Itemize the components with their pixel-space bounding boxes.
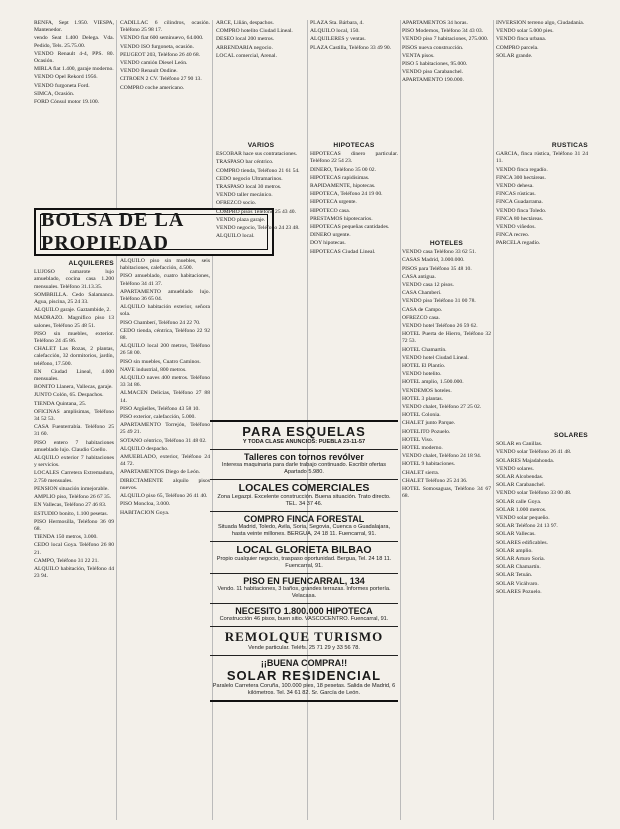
classified-ad: JUNTO Colón, 65. Despachos. [34, 392, 104, 399]
classified-ad: HOTEL moderno. [402, 445, 443, 452]
classified-ad: HOTEL Somosaguas, Teléfono 34 67 68. [402, 486, 491, 500]
classified-ad: PISO exterior, calefacción, 5.000. [120, 414, 196, 421]
classified-ad: SOLARES Majadahonda. [496, 457, 555, 464]
classified-ad: MIRLA fiat 1.400, garaje moderno. [34, 66, 114, 73]
classified-ad: VENDO piso Teléfono 31 00 78. [402, 298, 476, 305]
classified-ad: TIENDA 150 metros, 3.000. [34, 534, 98, 541]
classified-ad: CAMPO, Teléfono 31 22 21. [34, 557, 99, 564]
hipotecas-list [310, 151, 398, 256]
ad-glorieta [210, 542, 398, 574]
classified-ad: VENDO negocio, Teléfono 24 23 48. [216, 225, 300, 232]
classified-ad: VENDO plaza garaje. [216, 216, 266, 223]
ad-remolque [210, 627, 398, 656]
classified-ad: CASA Chamberí. [402, 290, 442, 297]
classified-ad: CEDO tienda, céntrica, Teléfono 22 92 88. [120, 327, 210, 342]
classified-ad: HOTEL El Plantío. [402, 363, 446, 370]
classified-ad: VENDO fiat 600 seminuevo, 64.000. [120, 35, 204, 42]
classified-ad: PISO amueblado, cuatro habitaciones, Teléfono 34 41 37. [120, 273, 210, 287]
classified-ad: HIPOTECA, Teléfono 24 19 00. [310, 191, 383, 198]
classified-ad: VENDO hotelito. [402, 371, 442, 378]
classified-ad: VENDO chalet, Teléfono 24 18 94. [402, 453, 482, 460]
classified-ad: COMPRO parcela. [496, 44, 539, 51]
ad-title: NECESITO 1.800.000 HIPOTECA [235, 606, 373, 616]
column-5-top [402, 20, 491, 235]
classified-ad: GARCIA, finca rústica, Teléfono 31 24 11. [496, 151, 588, 165]
classified-ad: PISO Moncloa, 3.000. [120, 501, 171, 508]
ad-title: LOCAL GLORIETA BILBAO [236, 544, 372, 556]
ad-kicker: ¡¡BUENA COMPRA!! [260, 658, 348, 668]
classified-ad: ALQUILO local 200 metros, Teléfono 26 58 00. [120, 343, 210, 357]
ad-text: Construcción 46 pisos, buen sitio. VASCOCENTRO. Fuencarral, 91. [219, 616, 389, 622]
classified-ad: HIPOTECAS dinero particular. Teléfono 22 54 23. [310, 151, 398, 165]
classified-ad: HOTEL 9 habitaciones. [402, 461, 456, 468]
ad-title: LOCALES COMERCIALES [238, 482, 370, 494]
classified-ad: ARCE, Liñán, despachos. [216, 20, 274, 26]
classified-ad: DOY hipotecas. [310, 240, 346, 247]
classified-ad: VENDO Opel Rekord 1956. [34, 74, 98, 81]
classified-ad: MADRAZO. Magnífico piso 13 salones, Teléfono 25 48 51. [34, 315, 114, 329]
classified-ad: HOTELITO Pozuelo. [402, 428, 451, 435]
classified-ad: VENTA pisos. [402, 52, 435, 59]
classified-ad: HABITACION Goya. [120, 509, 170, 516]
classified-ad: OFREZCO casa. [402, 314, 440, 321]
classified-ad: FINCA recreo. [496, 232, 530, 239]
column-rule [493, 20, 494, 820]
classified-ad: VENDO hotel Ciudad Lineal. [402, 354, 469, 361]
classified-ad: EN Ciudad Lineal, 4.000 mensuales. [34, 368, 114, 383]
classified-ad: ALQUILO local, 150. [310, 28, 360, 35]
classified-ad: HOTEL Chamartín. [402, 346, 447, 353]
column-3-varios [216, 140, 306, 415]
classified-ad: HOTEL 3 plantas. [402, 395, 443, 402]
classified-ad: OFREZCO socio. [216, 200, 257, 207]
classified-ad: PISO Chamberí, Teléfono 24 22 70. [120, 319, 201, 326]
classified-ad: INVERSION terreno algo, Ciudadanía. [496, 20, 585, 26]
classified-ad: HOTEL Viso. [402, 436, 434, 443]
column-3-top [216, 20, 306, 140]
column-2-top [120, 20, 210, 205]
classified-ad: LUJOSO camarote lujo amueblado, cocina casa 1.200 mensuales. Teléfono 31.13.35. [34, 269, 114, 290]
classified-ad: SOLARES Pozuelo. [496, 588, 542, 595]
ad-title: Talleres con tornos revólver [244, 452, 364, 462]
classified-ad: SOLAR grande. [496, 52, 533, 59]
classified-ad: RAPIDAMENTE, hipotecas. [310, 183, 376, 190]
classified-ad: VENDO finca urbana. [496, 36, 547, 43]
classified-ad: PISOS nueva construcción. [402, 44, 464, 51]
ad-title: COMPRO FINCA FORESTAL [243, 514, 365, 524]
classified-ad: APARTAMENTO Torrejón, Teléfono 25 49 21. [120, 422, 210, 436]
classified-ad: ESCOBAR hace sus contrataciones. [216, 151, 298, 158]
ad-title: SOLAR RESIDENCIAL [226, 668, 382, 683]
classified-ad: CHALET Las Rozas, 2 plantas, calefacción, 32 dormitorios, jardín, teléfono, 17.500. [34, 346, 114, 367]
classified-ad: SOLAR amplio. [496, 547, 533, 554]
column-1-top [34, 20, 114, 205]
classified-ad: HOTEL Puerta de Hierro, Teléfono 32 72 53. [402, 331, 491, 345]
classified-ad: PISO Hermosilla, Teléfono 36 09 68. [34, 518, 114, 532]
classified-ad: ALQUILO garaje. Gaztambide, 2. [34, 307, 111, 314]
classified-ad: CASA antigua. [402, 273, 436, 280]
classified-ad: VENDO solares. [496, 465, 534, 472]
classified-ad: VENDO furgoneta Ford. [34, 82, 90, 89]
classified-ad: PISO 5 habitaciones, 95.000. [402, 61, 468, 68]
classified-ad: SOLAR en Canillas. [496, 441, 543, 448]
classified-ad: CASA Fuenterrabía. Teléfono 25 31 60. [34, 424, 114, 438]
ad-hipoteca [210, 604, 398, 627]
classified-ad: COMPRO hotelito Ciudad Lineal. [216, 28, 293, 35]
solares-list [496, 441, 588, 596]
classified-ad: HOTEL Colonia. [402, 412, 441, 419]
classified-ad: PARCELA regadío. [496, 240, 541, 247]
section-alquileres: ALQUILERES [68, 260, 114, 267]
classified-ad: PISO entero 7 habitaciones amueblado lujo. Claudio Coello. [34, 439, 114, 453]
banner-title: BOLSA DE LA PROPIEDAD [40, 214, 268, 250]
classified-ad: VENDO solar pequeño. [496, 515, 550, 522]
classified-ad: COMPRO tienda, Teléfono 21 61 54. [216, 167, 300, 174]
classified-ad: ALQUILO exterior 7 habitaciones y servicios. [34, 455, 114, 469]
ad-text: Situada Madrid, Toledo, Avila, Soria, Segovia, Cuenca o Guadalajara, hasta veinte millones. BERGUA, 24 18 11. Fuencarral, 91. [217, 524, 391, 537]
classified-ad: CHALET junto Parque. [402, 420, 456, 427]
classified-ad: PISO Argüelles, Teléfono 43 58 10. [120, 405, 200, 412]
classified-ad: FORD Cónsul motor 19.100. [34, 99, 100, 106]
classified-ad: FINCA 80 hectáreas. [496, 215, 544, 222]
ad-fuencarral [210, 574, 398, 604]
column-rule [400, 20, 401, 820]
classified-ad: APARTAMENTOS 34 horas. [402, 20, 468, 26]
classified-ad: VENDO hotel Teléfono 26 59 62. [402, 323, 478, 330]
classified-ad: SOLAR Carabanchel. [496, 482, 546, 489]
classified-ad: vendo Seat 1.400 Delega. Vda. Pedido, Tels. 25.75.00. [34, 35, 114, 49]
classified-ad: PISOS para Teléfono 35 48 10. [402, 265, 472, 272]
classified-ad: VENDO viñedos. [496, 224, 536, 231]
classified-ad: BONITO Llanera, Vallecas, garaje. [34, 384, 113, 391]
classified-ad: CADILLAC 6 cilindros, ocasión. Teléfono 25 98 17. [120, 20, 210, 34]
classified-ad: CHALET sierra. [402, 469, 440, 476]
classified-ad: VENDO Renault Ondine. [120, 68, 178, 75]
ad-talleres [210, 450, 398, 480]
section-hipotecas: HIPOTECAS [333, 142, 375, 149]
classified-ad: RENFA, Sept 1.950. VIESPA, Mantenedor. [34, 20, 114, 34]
classified-ad: CEDO local Goya. Teléfono 26 80 21. [34, 542, 114, 556]
classified-ad: LOCAL comercial, Arenal. [216, 52, 277, 59]
classified-ad: PISO sin muebles, exterior. Teléfono 24 45 86. [34, 330, 114, 345]
classified-ad: HIPOTECAS pequeñas cantidades. [310, 224, 390, 231]
classified-ad: SOMBRILLA. Cedo Salamanca. Agua, piscina, 25 24 33. [34, 291, 114, 306]
classified-ad: VENDO taller mecánico. [216, 192, 273, 199]
classified-ad: ALQUILO habitación exterior, señora sola. [120, 304, 210, 318]
classified-ad: VENDO piso 7 habitaciones, 275.000. [402, 36, 489, 43]
classified-ad: DESEO local 200 metros. [216, 36, 275, 43]
ad-text: Paralelo Carretera Coruña, 100.000 pies, 18 pesetas. Salida de Madrid, 6 kilómetros. Tel. 34 61 82. Sr. García de León. [212, 683, 396, 696]
classified-ad: TRASPASO bar céntrico. [216, 159, 274, 166]
ad-finca [210, 512, 398, 542]
classified-ad: PISO Modernos, Teléfono 34 43 03. [402, 28, 484, 35]
ad-text: Vendo. 11 habitaciones, 3 baños, grandes terrazas. Informes portería. Velacasa. [217, 586, 391, 599]
ad-esquelas [210, 420, 398, 450]
column-1-bottom [34, 258, 114, 818]
alquileres-list [34, 269, 114, 580]
classified-ad: SOLAR Alcobendas. [496, 474, 544, 481]
classified-ad: ARRENDARIA negocio. [216, 44, 273, 51]
classified-ad: VENDO camión Diesel León. [120, 60, 188, 67]
classified-ad: VENDO piso Carabanchel. [402, 69, 464, 76]
classified-ad: COMPRO coche americano. [120, 84, 185, 91]
column-6-top [496, 20, 588, 138]
classified-ad: VENDO chalet, Teléfono 27 25 02. [402, 404, 482, 411]
column-rule [116, 20, 117, 820]
classified-ad: VENDO ISO furgoneta, ocasión. [120, 43, 194, 50]
column-6-rusticas [496, 140, 588, 420]
classified-ad: OFICINAS amplísimas, Teléfono 34 52 53. [34, 408, 114, 423]
section-hoteles: HOTELES [429, 240, 464, 247]
classified-ad: ALQUILO piso 65, Teléfono 26 41 40. [120, 493, 208, 500]
classified-ad: VENDO casa Teléfono 33 62 51. [402, 249, 477, 256]
classified-ad: VENDO solar 5.000 pies. [496, 28, 554, 35]
classified-ad: ALQUILO piso sin muebles, seis habitaciones, calefacción, 4.500. [120, 258, 210, 272]
classified-ad: FINCA Guadarrama. [496, 199, 543, 206]
classified-ad: PRESTAMOS hipotecarios. [310, 215, 373, 222]
classified-ad: HIPOTECA urgente. [310, 199, 357, 206]
classified-ad: SOLAR calle Goya. [496, 498, 542, 505]
column-6-solares [496, 430, 588, 820]
classified-ad: VENDO finca Toledo. [496, 207, 547, 214]
classified-ad: ALQUILO habitación, Teléfono 44 23 94. [34, 565, 114, 580]
classified-ad: AMUEBLADO, exterior, Teléfono 24 44 72. [120, 454, 210, 468]
classified-ad: SOLAR Chamartín. [496, 564, 541, 571]
classified-ad: ALMACEN Delicias, Teléfono 27 88 14. [120, 390, 210, 404]
section-solares: SOLARES [554, 432, 588, 439]
classified-ad: VENDO solar Teléfono 33 00 48. [496, 490, 572, 497]
classified-ad: VENDO Renault 4-4, PPS. 80. Ocasión. [34, 50, 114, 65]
classified-ad: CITROEN 2 CV. Teléfono 27 90 13. [120, 76, 202, 83]
classified-ad: FINCA 300 hectáreas. [496, 174, 546, 181]
classified-ad: ESTUDIO bonito, 1.100 pesetas. [34, 510, 108, 517]
classified-ad: HIPOTECO casa. [310, 207, 351, 214]
column-5-hoteles [402, 238, 491, 818]
rusticas-list [496, 151, 588, 247]
ad-title: REMOLQUE TURISMO [224, 629, 384, 644]
classified-ad: VENDEMOS hoteles. [402, 387, 452, 394]
section-varios: VARIOS [247, 142, 275, 149]
classified-ad: DINERO urgente. [310, 232, 351, 239]
classified-ad: VENDO dehesa. [496, 183, 534, 190]
ad-title: PISO EN FUENCARRAL, 134 [243, 576, 365, 586]
classified-ad: SOLAR 1.000 metros. [496, 506, 547, 513]
classified-ad: DIRECTAMENTE alquilo pisos nuevos. [120, 477, 210, 491]
classified-ad: TRASPASO local 30 metros. [216, 184, 282, 191]
classified-ad: APARTAMENTO amueblado lujo. Teléfono 36 65 04. [120, 288, 210, 303]
classified-ad: CEDO negocio Ultramarinos. [216, 175, 283, 182]
classified-ad: VENDO casa 12 pisos. [402, 282, 454, 289]
classified-ad: LOCALES Carretera Extremadura, 2.750 mensuales. [34, 470, 114, 484]
classified-ad: PLAZA Castilla, Teléfono 33 49 90. [310, 44, 392, 51]
classified-ad: EN Vallecas, Teléfono 27 46 83. [34, 502, 107, 509]
classified-ad: CASAS Madrid, 3.000.000. [402, 257, 465, 264]
classified-ad: SOLAR Tetuán. [496, 572, 533, 579]
classified-ad: SOLAR Teléfono 24 13 97. [496, 523, 558, 530]
classified-ad: SOLAR Vallecas. [496, 531, 536, 538]
ad-text: Y TODA CLASE ANUNCIOS: PUEBLA 23-11-57 [242, 439, 366, 445]
ad-text: Propio cualquier negocio, traspaso oportunidad. Bergua, Tel. 24 18 11. Fuencarral, 91. [216, 556, 392, 569]
hoteles-list [402, 249, 491, 500]
classified-ad: HOTEL amplio, 1.500.000. [402, 379, 464, 386]
classified-ad: AMPLIO piso, Teléfono 26 67 35. [34, 494, 112, 501]
classified-ad: NAVE industrial, 800 metros. [120, 366, 187, 373]
classified-ad: SOTANO céntrico, Teléfono 31 48 02. [120, 437, 207, 444]
classified-ad: TIENDA Quintana, 25. [34, 400, 87, 407]
ad-text: Zona Legazpi. Excelente construcción. Buena situación. Trato directo. TEL. 34 37 46. [217, 494, 391, 507]
classified-ad: SIMCA, Ocasión. [34, 90, 75, 97]
column-2-bottom [120, 258, 210, 818]
column-4-hipotecas [310, 140, 398, 415]
classified-ad: APARTAMENTOS Diego de León. [120, 469, 201, 476]
classified-ad: SOLARES edificables. [496, 539, 548, 546]
classified-ad: FINCAS rústicas. [496, 191, 536, 198]
ad-text: Vende particular. Teléfs. 25 71 29 y 33 56 78. [248, 645, 360, 651]
classified-ad: ALQUILO local. [216, 233, 255, 240]
classified-ad: PISO sin muebles, Cuatro Caminos. [120, 358, 201, 365]
ad-solar [210, 656, 398, 702]
column-4-top [310, 20, 398, 140]
section-rusticas: RUSTICAS [551, 142, 588, 149]
classified-ad: ALQUILO naves 400 metros. Teléfono 33 34 86. [120, 375, 210, 389]
classified-ad: APARTAMENTO 190.000. [402, 77, 464, 84]
classified-ad: SOLAR Arturo Soria. [496, 556, 545, 563]
ad-text: Interesa maquinaria para darle trabajo continuado. Escribir ofertas Apartado 5.980. [221, 462, 387, 475]
classified-ad: ALQUILO despacho. [120, 445, 169, 452]
classified-ad: CASA de Campo. [402, 306, 443, 313]
ad-locales [210, 480, 398, 512]
classified-ad: PENSION situación inmejorable. [34, 485, 109, 492]
classified-ad: VENDO finca regadío. [496, 166, 548, 173]
classified-ad: HIPOTECAS Ciudad Lineal. [310, 248, 376, 255]
classified-ad: ALQUILERES y ventas. [310, 36, 366, 43]
classified-ad: VENDO solar Teléfono 26 41 48. [496, 449, 572, 456]
classified-ad: DINERO, Teléfono 35 00 02. [310, 166, 376, 173]
classified-ad: PEUGEOT 203, Teléfono 26 40 68. [120, 51, 201, 58]
classified-ad: SOLAR Vicálvaro. [496, 580, 539, 587]
classified-ad: COMPRO pisos Teléfono 25 43 40. [216, 208, 296, 215]
classified-ad: HIPOTECAS rapidísimas. [310, 174, 370, 181]
classified-ad: CHALET Teléfono 25 24 36. [402, 477, 468, 484]
varios-list [216, 151, 306, 240]
ad-title: PARA ESQUELAS [242, 424, 366, 439]
display-ads [210, 420, 398, 702]
classified-ad: PLAZA Sta. Bárbara, 4. [310, 20, 364, 26]
